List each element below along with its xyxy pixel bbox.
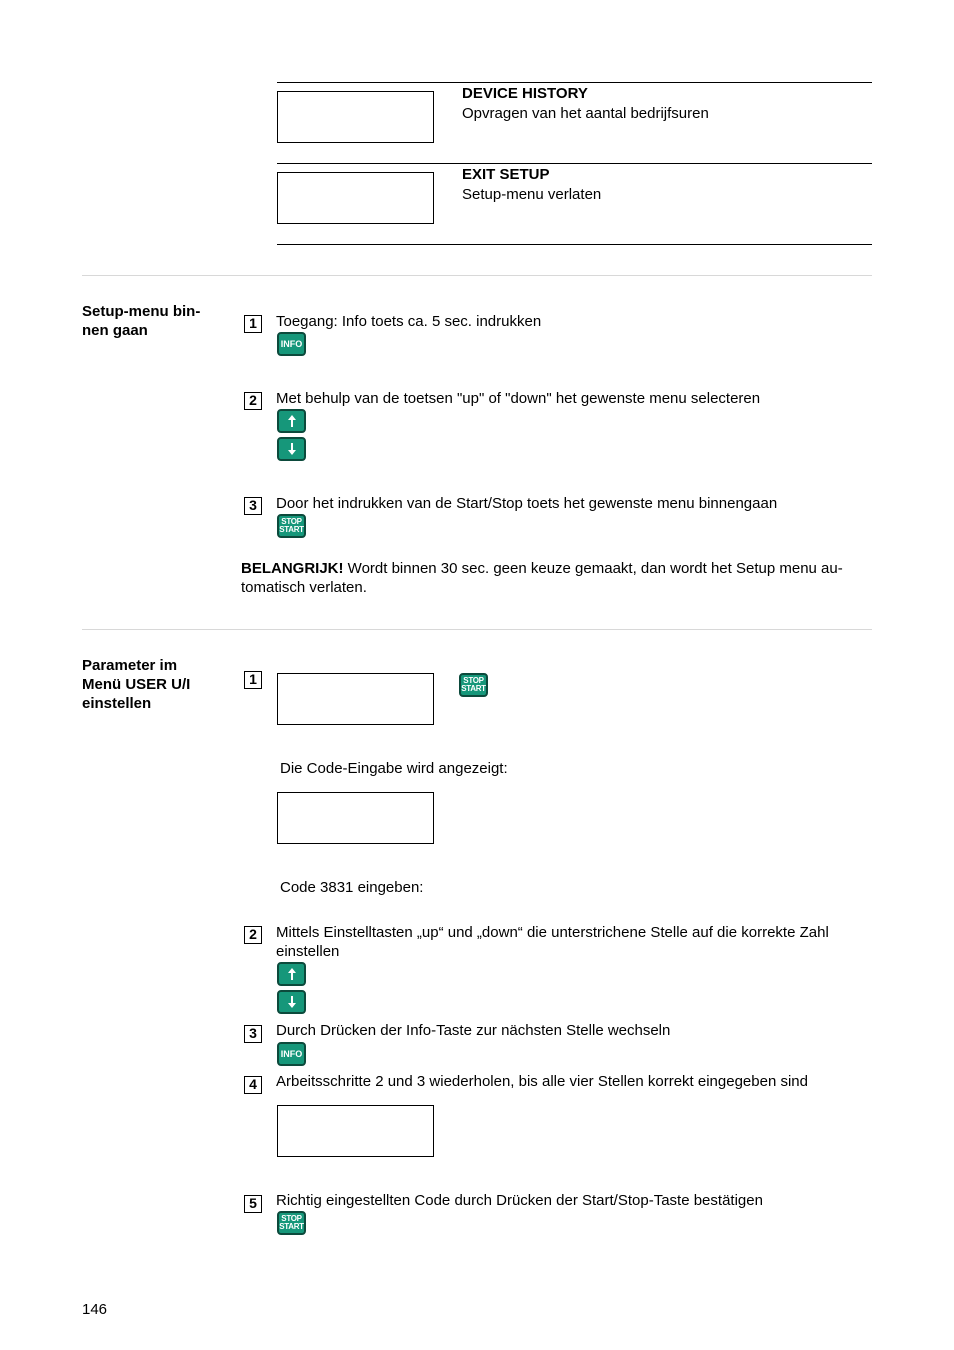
step-text: [276, 923, 872, 961]
start-label: START: [461, 684, 486, 693]
step-text-line: Mittels Einstelltasten „up“ und „down“ die unterstrichene Stelle auf die korrekte Zahl: [276, 924, 829, 941]
menu-item-title: DEVICE HISTORY: [462, 85, 588, 102]
step-text: Richtig eingestellten Code durch Drücken der Start/Stop-Taste bestätigen: [276, 1192, 763, 1209]
table-row-rule: [277, 163, 872, 164]
code-shown-text: Die Code-Eingabe wird angezeigt:: [280, 760, 508, 777]
heading-line: Menü USER U/I: [82, 676, 191, 693]
stop-label: STOP: [281, 517, 302, 526]
step-text: Met behulp van de toetsen "up" of "down" het gewenste menu selecteren: [276, 390, 761, 407]
lcd-display-code-initial: [277, 792, 434, 844]
table-top-rule: [277, 82, 872, 83]
step-number: 2: [244, 392, 262, 410]
info-key-icon: [277, 332, 306, 356]
step-number: 3: [244, 497, 262, 515]
step-text-line: einstellen: [276, 943, 340, 960]
down-key-icon: [277, 990, 306, 1014]
section-divider: [82, 629, 872, 630]
start-label: START: [279, 525, 304, 534]
enter-code-text: Code 3831 eingeben:: [280, 879, 424, 896]
step-number: 1: [244, 315, 262, 333]
menu-item-description: Setup-menu verlaten: [462, 186, 602, 203]
info-key-label: INFO: [280, 339, 303, 349]
section-heading: [82, 656, 222, 713]
stop-label: STOP: [281, 1214, 302, 1223]
step-number: 3: [244, 1025, 262, 1043]
step-text: Durch Drücken der Info-Taste zur nächsten Stelle wechseln: [276, 1022, 671, 1039]
section-heading: [82, 302, 222, 340]
important-note: [241, 559, 873, 597]
start-stop-key-icon: [277, 514, 306, 538]
info-key-icon: [277, 1042, 306, 1066]
lcd-display-exit-setup: [277, 172, 434, 224]
step-text: Arbeitsschritte 2 und 3 wiederholen, bis alle vier Stellen korrekt eingegeben sind: [276, 1073, 808, 1090]
lcd-display-user-ui: [277, 673, 434, 725]
heading-line: Setup-menu bin-: [82, 303, 201, 320]
section-divider: [82, 275, 872, 276]
start-label: START: [279, 1222, 304, 1231]
lcd-display-code-final: [277, 1105, 434, 1157]
start-stop-key-icon: [459, 673, 488, 697]
step-text: Door het indrukken van de Start/Stop toets het gewenste menu binnengaan: [276, 495, 778, 512]
step-number: 1: [244, 671, 262, 689]
down-key-icon: [277, 437, 306, 461]
menu-item-description: Opvragen van het aantal bedrijfsuren: [462, 105, 709, 122]
important-text: tomatisch verlaten.: [241, 579, 367, 596]
important-text: Wordt binnen 30 sec. geen keuze gemaakt, dan wordt het Setup menu au-: [343, 560, 843, 577]
step-number: 2: [244, 926, 262, 944]
stop-label: STOP: [463, 676, 484, 685]
heading-line: nen gaan: [82, 322, 148, 339]
important-label: BELANGRIJK!: [241, 560, 344, 577]
up-key-icon: [277, 962, 306, 986]
table-bottom-rule: [277, 244, 872, 245]
heading-line: einstellen: [82, 695, 152, 712]
lcd-display-device-history: [277, 91, 434, 143]
page-number: 146: [82, 1301, 108, 1318]
start-stop-key-icon: [277, 1211, 306, 1235]
step-text: Toegang: Info toets ca. 5 sec. indrukken: [276, 313, 542, 330]
menu-item-title: EXIT SETUP: [462, 166, 550, 183]
heading-line: Parameter im: [82, 657, 178, 674]
up-key-icon: [277, 409, 306, 433]
step-number: 5: [244, 1195, 262, 1213]
step-number: 4: [244, 1076, 262, 1094]
info-key-label: INFO: [280, 1049, 303, 1059]
